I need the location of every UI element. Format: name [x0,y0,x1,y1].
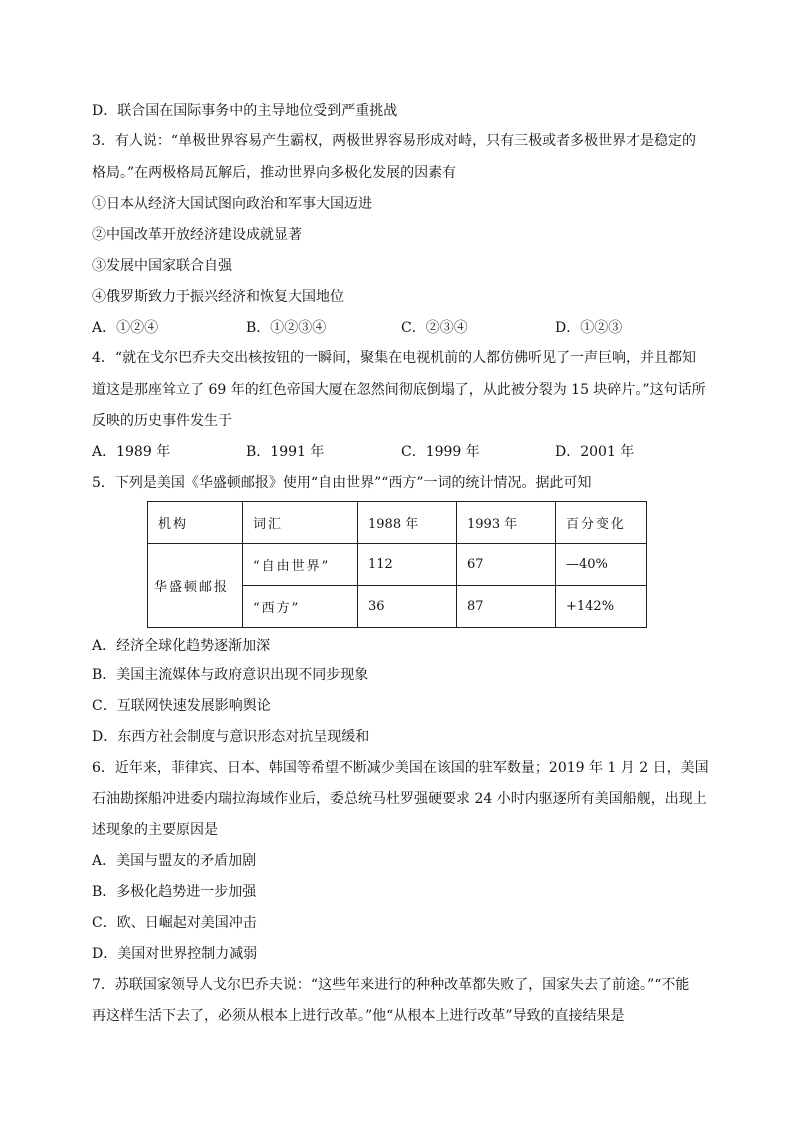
q3-item-1: ①日本从经济大国试图向政治和军事大国迈进 [92,196,372,212]
q3-item-3: ③发展中国家联合自强 [92,258,232,274]
q5-stem: 5．下列是美国《华盛顿邮报》使用“自由世界”“西方”一词的统计情况。据此可知 [92,475,592,491]
q5-option-a[interactable]: A．经济全球化趋势逐渐加深 [92,638,271,654]
q6-option-a[interactable]: A．美国与盟友的矛盾加剧 [92,853,257,869]
q6-option-c[interactable]: C．欧、日崛起对美国冲击 [92,915,257,931]
table-row [148,544,647,586]
q4-options [92,442,712,462]
q7-stem-line2: 再这样生活下去了，必须从根本上进行改革。”他“从根本上进行改革”导致的直接结果是 [92,1008,625,1024]
q6-option-d[interactable]: D．美国对世界控制力减弱 [92,946,258,962]
q3-option-c[interactable]: C．②③④ [401,320,468,336]
q4-option-b[interactable]: B．1991 年 [246,444,325,460]
q6-stem-line2: 石油勘探船冲进委内瑞拉海域作业后，委总统马杜罗强硬要求 24 小时内驱逐所有美国船舰，出现上 [92,791,707,807]
q2-option-d: D．联合国在国际事务中的主导地位受到严重挑战 [92,103,398,119]
q3-option-a[interactable]: A．①②④ [92,320,159,336]
term-cell: “自由世界” [243,544,358,586]
header-term: 词汇 [243,502,358,544]
change-cell: —40% [556,544,647,586]
q5-option-b[interactable]: B．美国主流媒体与政府意识出现不同步现象 [92,667,369,683]
q7-stem-line1: 7．苏联国家领导人戈尔巴乔夫说：“这些年来进行的种种改革都失败了，国家失去了前途。”“不能 [92,977,690,993]
q4-option-d[interactable]: D．2001 年 [555,444,635,460]
q3-stem-line2: 格局。”在两极格局瓦解后，推动世界向多极化发展的因素有 [92,165,457,181]
q6-option-b[interactable]: B．多极化趋势进一步加强 [92,884,257,900]
change-cell: +142% [556,586,647,628]
q3-option-d[interactable]: D．①②③ [555,320,623,336]
q4-stem-line1: 4．“就在戈尔巴乔夫交出核按钮的一瞬间，聚集在电视机前的人都仿佛听见了一声巨响，并且都知 [92,350,697,366]
q3-option-b[interactable]: B．①②③④ [246,320,327,336]
header-org: 机构 [148,502,243,544]
header-1993: 1993 年 [457,502,556,544]
value-1988-cell: 112 [358,544,457,586]
q6-stem-line1: 6．近年来，菲律宾、日本、韩国等希望不断减少美国在该国的驻军数量；2019 年 1 月 2 日，美国 [92,760,709,776]
table-header-row [148,502,647,544]
term-cell: “西方” [243,586,358,628]
q4-stem-line3: 反映的历史事件发生于 [92,413,232,429]
q3-options [92,318,712,338]
q5-option-d[interactable]: D．东西方社会制度与意识形态对抗呈现缓和 [92,729,370,745]
q3-item-2: ②中国改革开放经济建设成就显著 [92,227,302,243]
value-1988-cell: 36 [358,586,457,628]
value-1993-cell: 67 [457,544,556,586]
value-1993-cell: 87 [457,586,556,628]
org-cell: 华盛顿邮报 [148,544,243,628]
stats-table [147,501,647,628]
q4-stem-line2: 道这是那座耸立了 69 年的红色帝国大厦在忽然间彻底倒塌了，从此被分裂为 15 块碎片。”这句话所 [92,382,706,398]
q4-option-a[interactable]: A．1989 年 [92,444,171,460]
header-1988: 1988 年 [358,502,457,544]
q3-item-4: ④俄罗斯致力于振兴经济和恢复大国地位 [92,289,344,305]
q5-option-c[interactable]: C．互联网快速发展影响舆论 [92,698,271,714]
q3-stem-line1: 3．有人说：“单极世界容易产生霸权，两极世界容易形成对峙，只有三极或者多极世界才是稳定的 [92,133,697,149]
q6-stem-line3: 述现象的主要原因是 [92,822,218,838]
q4-option-c[interactable]: C．1999 年 [401,444,480,460]
header-change: 百分变化 [556,502,647,544]
